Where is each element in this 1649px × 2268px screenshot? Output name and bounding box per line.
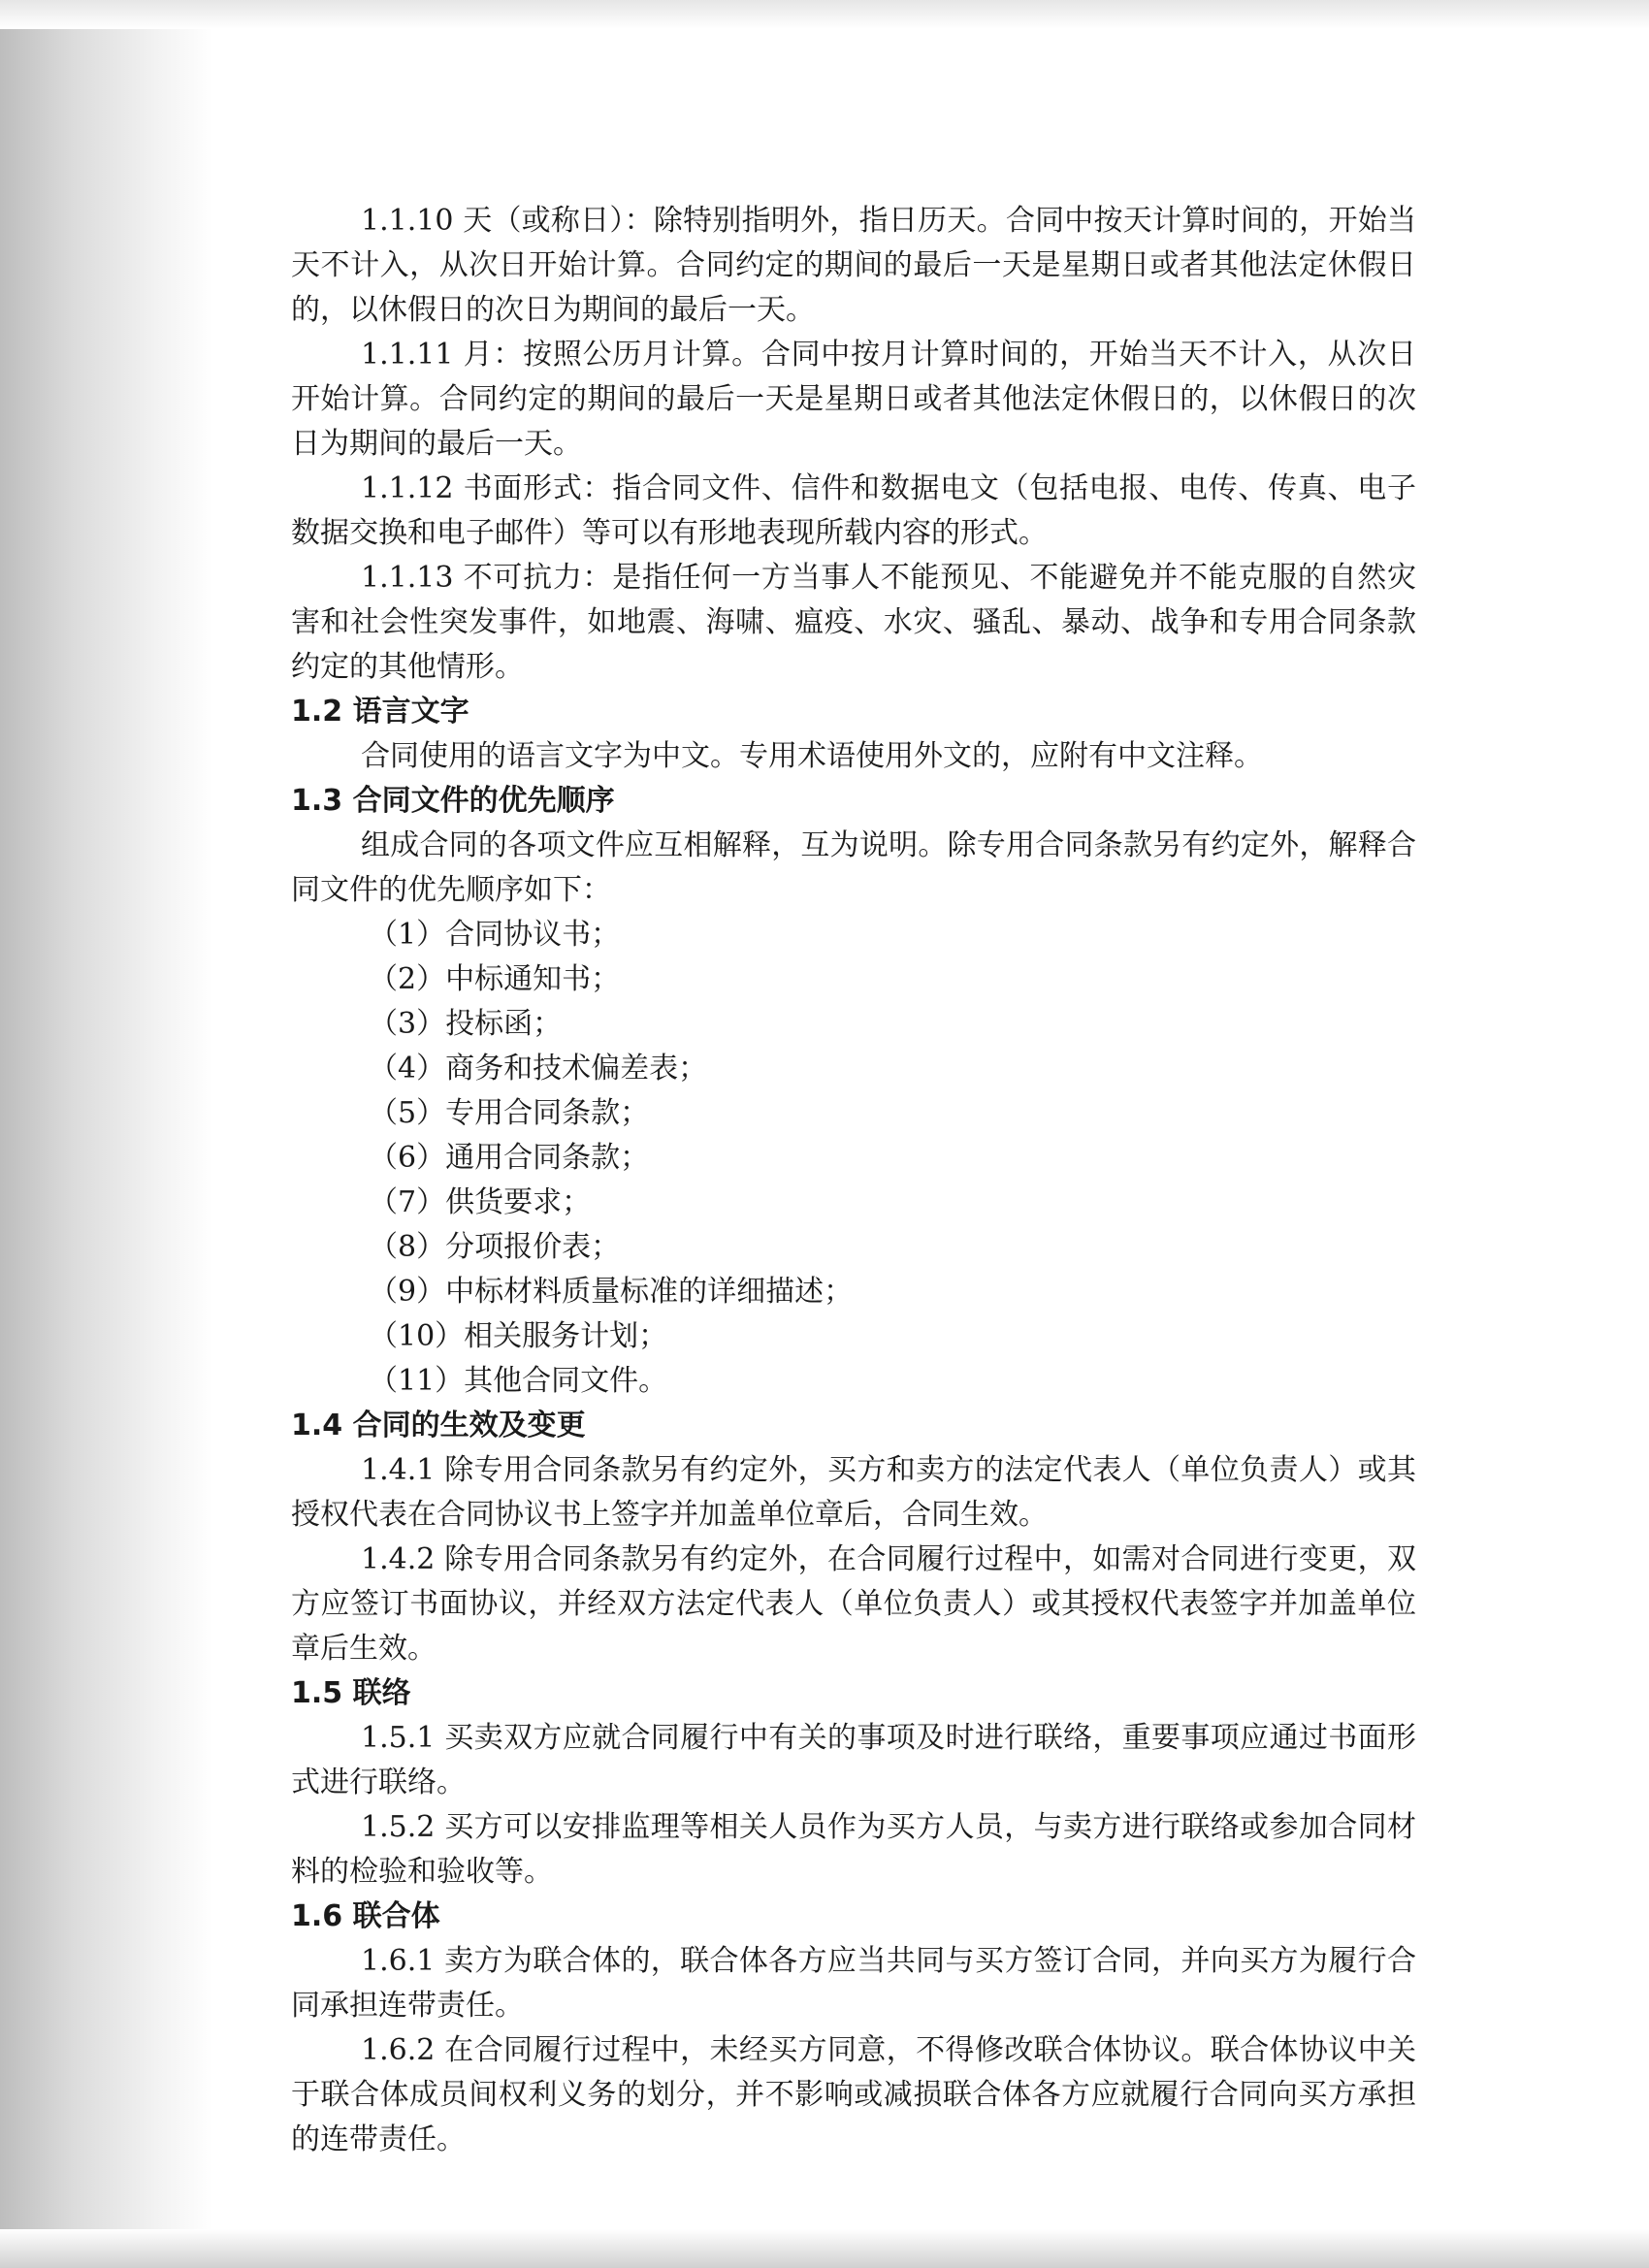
body-paragraph: 1.1.13 不可抗力：是指任何一方当事人不能预见、不能避免并不能克服的自然灾害和社会性突发事件，如地震、海啸、瘟疫、水灾、骚乱、暴动、战争和专用合同条款约定的其他情形。 (291, 561, 1416, 684)
section-heading: 1.6 联合体 (291, 1899, 440, 1933)
body-paragraph: 1.6.1 卖方为联合体的，联合体各方应当共同与买方签订合同，并向买方为履行合同承担连带责任。 (291, 1944, 1416, 2023)
list-item: （2）中标通知书； (369, 962, 621, 996)
list-item: （5）专用合同条款； (369, 1096, 650, 1130)
section-heading: 1.4 合同的生效及变更 (291, 1409, 586, 1442)
list-item: （11）其他合同文件。 (369, 1364, 668, 1398)
list-item: （4）商务和技术偏差表； (369, 1052, 708, 1085)
body-paragraph: 1.6.2 在合同履行过程中，未经买方同意，不得修改联合体协议。联合体协议中关于联合体成员间权利义务的划分，并不影响或减损联合体各方应就履行合同向买方承担的连带责任。 (291, 2033, 1416, 2156)
body-paragraph: 1.5.2 买方可以安排监理等相关人员作为买方人员，与卖方进行联络或参加合同材料的检验和验收等。 (291, 1810, 1416, 1889)
body-paragraph: 1.1.11 月：按照公历月计算。合同中按月计算时间的，开始当天不计入，从次日开始计算。合同约定的期间的最后一天是星期日或者其他法定休假日的，以休假日的次日为期间的最后一天。 (291, 338, 1416, 461)
body-paragraph: 组成合同的各项文件应互相解释，互为说明。除专用合同条款另有约定外，解释合同文件的优先顺序如下： (291, 828, 1416, 907)
scan-bottom-edge (0, 2229, 1649, 2268)
body-paragraph: 1.4.2 除专用合同条款另有约定外，在合同履行过程中，如需对合同进行变更，双方应签订书面协议，并经双方法定代表人（单位负责人）或其授权代表签字并加盖单位章后生效。 (291, 1542, 1416, 1666)
body-paragraph: 1.1.10 天（或称日）：除特别指明外，指日历天。合同中按天计算时间的，开始当天不计入，从次日开始计算。合同约定的期间的最后一天是星期日或者其他法定休假日的，以休假日的次日为期间的最后一天。 (291, 204, 1416, 327)
scan-top-edge (0, 0, 1649, 29)
body-paragraph: 合同使用的语言文字为中文。专用术语使用外文的，应附有中文注释。 (361, 739, 1263, 773)
list-item: （10）相关服务计划； (369, 1319, 668, 1353)
section-heading: 1.3 合同文件的优先顺序 (291, 784, 615, 818)
document-page (291, 199, 1416, 2162)
scan-edge-shadow (0, 0, 213, 2268)
list-item: （7）供货要求； (369, 1185, 592, 1219)
body-paragraph: 1.5.1 买卖双方应就合同履行中有关的事项及时进行联络，重要事项应通过书面形式进行联络。 (291, 1721, 1416, 1799)
list-item: （8）分项报价表； (369, 1230, 621, 1264)
list-item: （9）中标材料质量标准的详细描述； (369, 1275, 854, 1309)
list-item: （6）通用合同条款； (369, 1141, 650, 1175)
section-heading: 1.5 联络 (291, 1676, 411, 1710)
list-item: （1）合同协议书； (369, 918, 621, 952)
list-item: （3）投标函； (369, 1007, 563, 1041)
body-paragraph: 1.1.12 书面形式：指合同文件、信件和数据电文（包括电报、电传、传真、电子数据交换和电子邮件）等可以有形地表现所载内容的形式。 (291, 471, 1416, 550)
body-paragraph: 1.4.1 除专用合同条款另有约定外，买方和卖方的法定代表人（单位负责人）或其授权代表在合同协议书上签字并加盖单位章后，合同生效。 (291, 1453, 1416, 1532)
section-heading: 1.2 语言文字 (291, 695, 469, 729)
